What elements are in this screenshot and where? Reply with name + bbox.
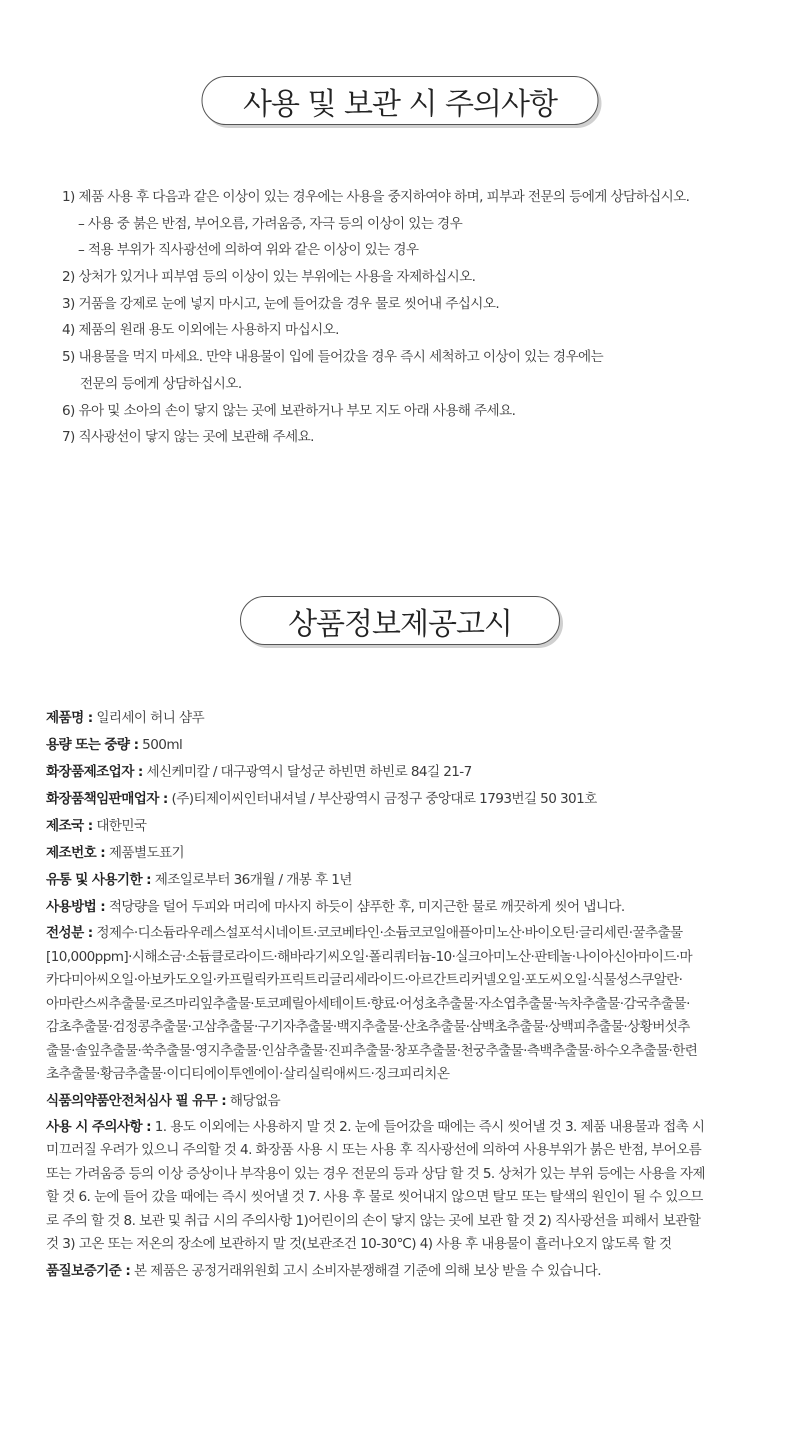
info-row-caution [46, 1116, 758, 1257]
caution-detail-line: 로 주의 할 것 8. 보관 및 취급 시의 주의사항 1)어린이의 손이 닿지 않는 곳에 보관 할 것 2) 직사광선을 피해서 보관할 [46, 1212, 701, 1229]
info-value: (주)티제이씨인터내셔널 / 부산광역시 금정구 중앙대로 1793번길 50 301호 [171, 791, 597, 807]
section-title-product-info [240, 596, 560, 645]
ingredients-line [46, 922, 758, 946]
info-label: 제조국 : [46, 818, 93, 834]
info-value: 500ml [142, 737, 183, 753]
ingredients-line: 카다미아씨오일·아보카도오일·카프릴릭카프릭트리글리세라이드·아르간트리커넬오일·포도씨오일·식물성스쿠알란· [46, 972, 683, 988]
info-value: 해당없음 [229, 1092, 281, 1109]
info-label: 사용 시 주의사항 : [46, 1118, 151, 1135]
info-value: 제조일로부터 36개월 / 개봉 후 1년 [154, 872, 352, 888]
section-title-usage-caution [202, 76, 599, 125]
info-value: 세신케미칼 / 대구광역시 달성군 하빈면 하빈로 84길 21-7 [146, 764, 472, 780]
info-value: 본 제품은 공정거래위원회 고시 소비자분쟁해결 기준에 의해 보상 받을 수 있습니다. [133, 1262, 601, 1279]
caution-line: 4) 제품의 원래 용도 이외에는 사용하지 마십시오. [62, 322, 339, 339]
info-label: 전성분 : [46, 925, 93, 941]
info-row-maker [46, 760, 758, 785]
info-row-expiry [46, 868, 758, 893]
info-row-seller [46, 787, 758, 812]
info-value: 일리세이 허니 샴푸 [96, 710, 205, 726]
info-row-country [46, 814, 758, 839]
caution-detail-line: 것 3) 고온 또는 저온의 장소에 보관하지 말 것(보관조건 10-30℃) 4) 사용 후 내용물이 흘러나오지 않도록 할 것 [46, 1236, 672, 1252]
ingredients-line: 초추출물·황금추출물·이디티에이투엔에이·살리실릭애씨드·징크피리치온 [46, 1066, 450, 1082]
caution-detail-line [46, 1116, 758, 1140]
info-label: 유통 및 사용기한 : [46, 872, 151, 888]
info-label: 식품의약품안전처심사 필 유무 : [46, 1092, 227, 1109]
info-label: 화장품제조업자 : [46, 764, 143, 780]
section-title-text: 사용 및 보관 시 주의사항 [243, 86, 557, 122]
info-row-ingredients [46, 922, 758, 1087]
product-info-list [46, 706, 758, 1286]
caution-line: 7) 직사광선이 닿지 않는 곳에 보관해 주세요. [62, 429, 314, 446]
ingredients-line: 감초추출물·검정콩추출물·고삼추출물·구기자추출물·백지추출물·산초추출물·삼백초추출물·상백피추출물·상황버섯추 [46, 1019, 690, 1035]
info-label: 사용방법 : [46, 899, 106, 915]
caution-line: 1) 제품 사용 후 다음과 같은 이상이 있는 경우에는 사용을 중지하여야 하며, 피부과 전문의 등에게 상담하십시오. [62, 189, 690, 205]
ingredients-text: 정제수·디소듐라우레스설포석시네이트·코코베타인·소듐코코일애플아미노산·바이오틴·글리세린·꿀추출물 [96, 925, 683, 941]
info-row-warranty [46, 1259, 758, 1284]
section-title-text: 상품정보제공고시 [288, 606, 512, 642]
ingredients-line: 출물·솔잎추출물·쑥추출물·영지추출물·인삼추출물·진피추출물·창포추출물·천궁추출물·측백추출물·하수오추출물·한련 [46, 1042, 698, 1059]
info-label: 제조번호 : [46, 845, 106, 861]
caution-detail-line: 미끄러질 우려가 있으니 주의할 것 4. 화장품 사용 시 또는 사용 후 직사광선에 의하여 사용부위가 붉은 반점, 부어오름 [46, 1142, 702, 1158]
info-row-usage [46, 895, 758, 920]
info-row-mfds [46, 1089, 758, 1114]
caution-detail-line: 할 것 6. 눈에 들어 갔을 때에는 즉시 씻어낼 것 7. 사용 후 물로 씻어내지 않으면 탈모 또는 탈색의 원인이 될 수 있으므 [46, 1189, 703, 1205]
info-label: 용량 또는 중량 : [46, 737, 139, 753]
caution-continuation: 전문의 등에게 상담하십시오. [80, 375, 242, 392]
ingredients-line: 아마란스씨추출물·로즈마리잎추출물·토코페릴아세테이트·향료·어성초추출물·자소엽추출물·녹차추출물·감국추출물· [46, 995, 690, 1012]
info-row-name [46, 706, 758, 731]
caution-detail-line: 또는 가려움증 등의 이상 증상이나 부작용이 있는 경우 전문의 등과 상담 할 것 5. 상처가 있는 부위 등에는 사용을 자제 [46, 1165, 705, 1182]
caution-line: 5) 내용물을 먹지 마세요. 만약 내용물이 입에 들어갔을 경우 즉시 세척하고 이상이 있는 경우에는 [62, 349, 604, 366]
info-row-volume [46, 733, 758, 758]
caution-subline: – 적용 부위가 직사광선에 의하여 위와 같은 이상이 있는 경우 [78, 242, 419, 259]
info-label: 품질보증기준 : [46, 1262, 131, 1279]
info-value: 제품별도표기 [108, 845, 185, 861]
caution-line: 6) 유아 및 소아의 손이 닿지 않는 곳에 보관하거나 부모 지도 아래 사용해 주세요. [62, 402, 516, 419]
caution-list [62, 184, 762, 451]
caution-detail-text: 1. 용도 이외에는 사용하지 말 것 2. 눈에 들어갔을 때에는 즉시 씻어낼 것 3. 제품 내용물과 접촉 시 [154, 1118, 705, 1135]
caution-line: 3) 거품을 강제로 눈에 넣지 마시고, 눈에 들어갔을 경우 물로 씻어내 주십시오. [62, 295, 500, 312]
ingredients-line: [10,000ppm]·시해소금·소듐클로라이드·해바라기씨오일·폴리쿼터늄-10·실크아미노산·판테놀·나이아신아마이드·마 [46, 948, 693, 965]
info-value: 대한민국 [96, 818, 147, 834]
caution-subline: – 사용 중 붉은 반점, 부어오름, 가려움증, 자극 등의 이상이 있는 경우 [78, 215, 463, 232]
caution-line: 2) 상처가 있거나 피부염 등의 이상이 있는 부위에는 사용을 자제하십시오. [62, 269, 476, 286]
info-row-lot [46, 841, 758, 866]
info-label: 제품명 : [46, 710, 93, 726]
info-value: 적당량을 덜어 두피와 머리에 마사지 하듯이 샴푸한 후, 미지근한 물로 깨끗하게 씻어 냅니다. [108, 899, 625, 915]
info-label: 화장품책임판매업자 : [46, 791, 168, 807]
